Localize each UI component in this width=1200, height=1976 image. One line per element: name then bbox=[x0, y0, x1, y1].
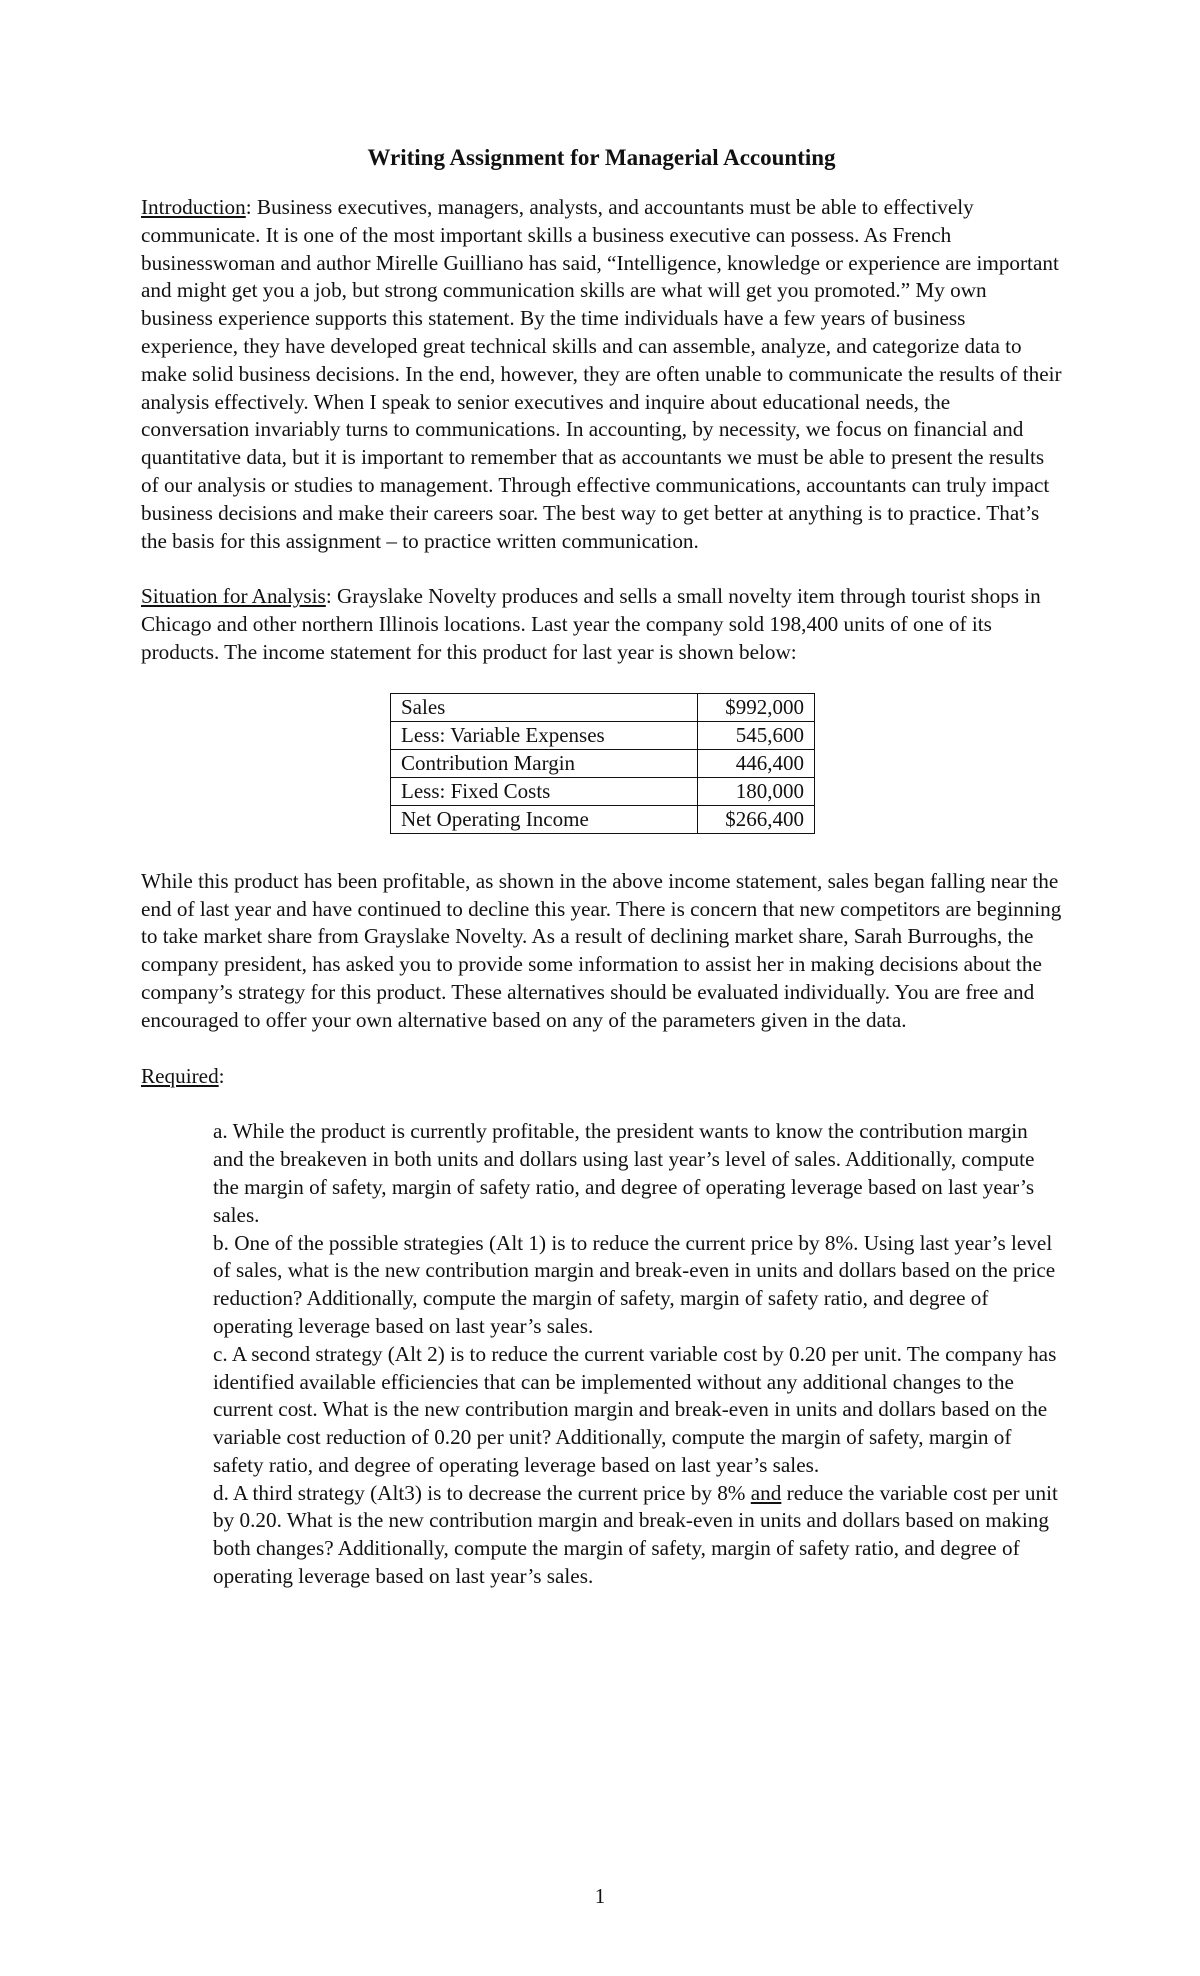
situation-paragraph bbox=[141, 583, 1062, 666]
item-d-text-start: d. A third strategy (Alt3) is to decrease the current price by 8% bbox=[213, 1480, 751, 1505]
table-row bbox=[391, 777, 815, 805]
table-row bbox=[391, 749, 815, 777]
income-statement-table bbox=[390, 693, 815, 834]
required-colon: : bbox=[218, 1063, 225, 1088]
situation-label: Situation for Analysis bbox=[141, 584, 326, 609]
table-row bbox=[391, 721, 815, 749]
row-label: Less: Fixed Costs bbox=[391, 777, 698, 805]
paragraph-gap bbox=[141, 1035, 1062, 1063]
row-amount: 180,000 bbox=[698, 777, 815, 805]
page-number: 1 bbox=[594, 1884, 606, 1908]
row-label: Net Operating Income bbox=[391, 805, 698, 833]
required-item-c: c. A second strategy (Alt 2) is to reduce the current variable cost by 0.20 per unit. The company has identified available efficiencies that can be implemented without any additional changes to the current cost. What is the new contribution margin and break-even in units and dollars based on the variable cost reduction of 0.20 per unit? Additionally, compute the margin of safety, margin of safety ratio, and degree of operating leverage based on last year’s sales. bbox=[213, 1341, 1057, 1477]
row-label: Contribution Margin bbox=[391, 749, 698, 777]
row-amount: $266,400 bbox=[698, 805, 815, 833]
introduction-paragraph bbox=[141, 194, 1062, 555]
table-row bbox=[391, 693, 815, 721]
required-items-list bbox=[141, 1118, 1062, 1591]
introduction-text: : Business executives, managers, analysts, and accountants must be able to effectively communicate. It is one of the most important skills a business executive can possess. As French businesswoman and author Mirelle Guilliano has said, “Intelligence, knowledge or experience are important and might get you a job, but strong communication skills are what will get you promoted.” My own business experience supports this statement. By the time individuals have a few years of business experience, they have developed great technical skills and can assemble, analyze, and categorize data to make solid business decisions. In the end, however, they are often unable to communicate the results of their analysis effectively. When I speak to senior executives and inquire about educational needs, the conversation invariably turns to communications. In accounting, by necessity, we focus on financial and quantitative data, but it is important to remember that as accountants we must be able to present the results of our analysis or studies to management. Through effective communications, accountants can truly impact business decisions and make their careers soar. The best way to get better at anything is to practice. That’s the basis for this assignment – to practice written communication. bbox=[141, 195, 1062, 553]
row-amount: $992,000 bbox=[698, 693, 815, 721]
required-heading bbox=[141, 1063, 1062, 1091]
introduction-label: Introduction bbox=[141, 195, 246, 219]
income-statement-wrapper bbox=[141, 693, 1062, 834]
row-label: Less: Variable Expenses bbox=[391, 721, 698, 749]
required-item-b: b. One of the possible strategies (Alt 1) is to reduce the current price by 8%. Using last year’s level of sales, what is the new contribution margin and break-even in units and dollars based on the price reduction? Additionally, compute the margin of safety, margin of safety ratio, and degree of operating leverage based on last year’s sales. bbox=[213, 1230, 1056, 1338]
situation-text: : Grayslake Novelty produces and sells a small novelty item through tourist shops in Chicago and other northern Illinois locations. Last year the company sold 198,400 units of one of its products. The income statement for this product for last year is shown below: bbox=[141, 584, 1041, 664]
required-label: Required bbox=[141, 1063, 219, 1088]
row-amount: 545,600 bbox=[698, 721, 815, 749]
item-d-underlined-and: and bbox=[750, 1480, 782, 1505]
row-label: Sales bbox=[391, 693, 698, 721]
table-row bbox=[391, 805, 815, 833]
row-amount: 446,400 bbox=[698, 749, 815, 777]
required-item-d bbox=[213, 1480, 1062, 1591]
discussion-paragraph: While this product has been profitable, as shown in the above income statement, sales began falling near the end of last year and have continued to decline this year. There is concern that new competitors are beginning to take market share from Grayslake Novelty. As a result of declining market share, Sarah Burroughs, the company president, has asked you to provide some information to assist her in making decisions about the company’s strategy for this product. These alternatives should be evaluated individually. You are free and encouraged to offer your own alternative based on any of the parameters given in the data. bbox=[141, 868, 1062, 1032]
item-d-text-end: reduce the variable cost per unit by 0.20. What is the new contribution margin and break-even in units and dollars based on making both changes? Additionally, compute the margin of safety, margin of safety ratio, and degree of operating leverage based on last year’s sales. bbox=[213, 1480, 1058, 1589]
paragraph-gap bbox=[141, 555, 1062, 583]
document-title: Writing Assignment for Managerial Accounting bbox=[367, 145, 836, 170]
required-item-a: a. While the product is currently profitable, the president wants to know the contribution margin and the breakeven in both units and dollars using last year’s level of sales. Additionally, compute the margin of safety, margin of safety ratio, and degree of operating leverage based on last year’s sales. bbox=[213, 1119, 1035, 1227]
